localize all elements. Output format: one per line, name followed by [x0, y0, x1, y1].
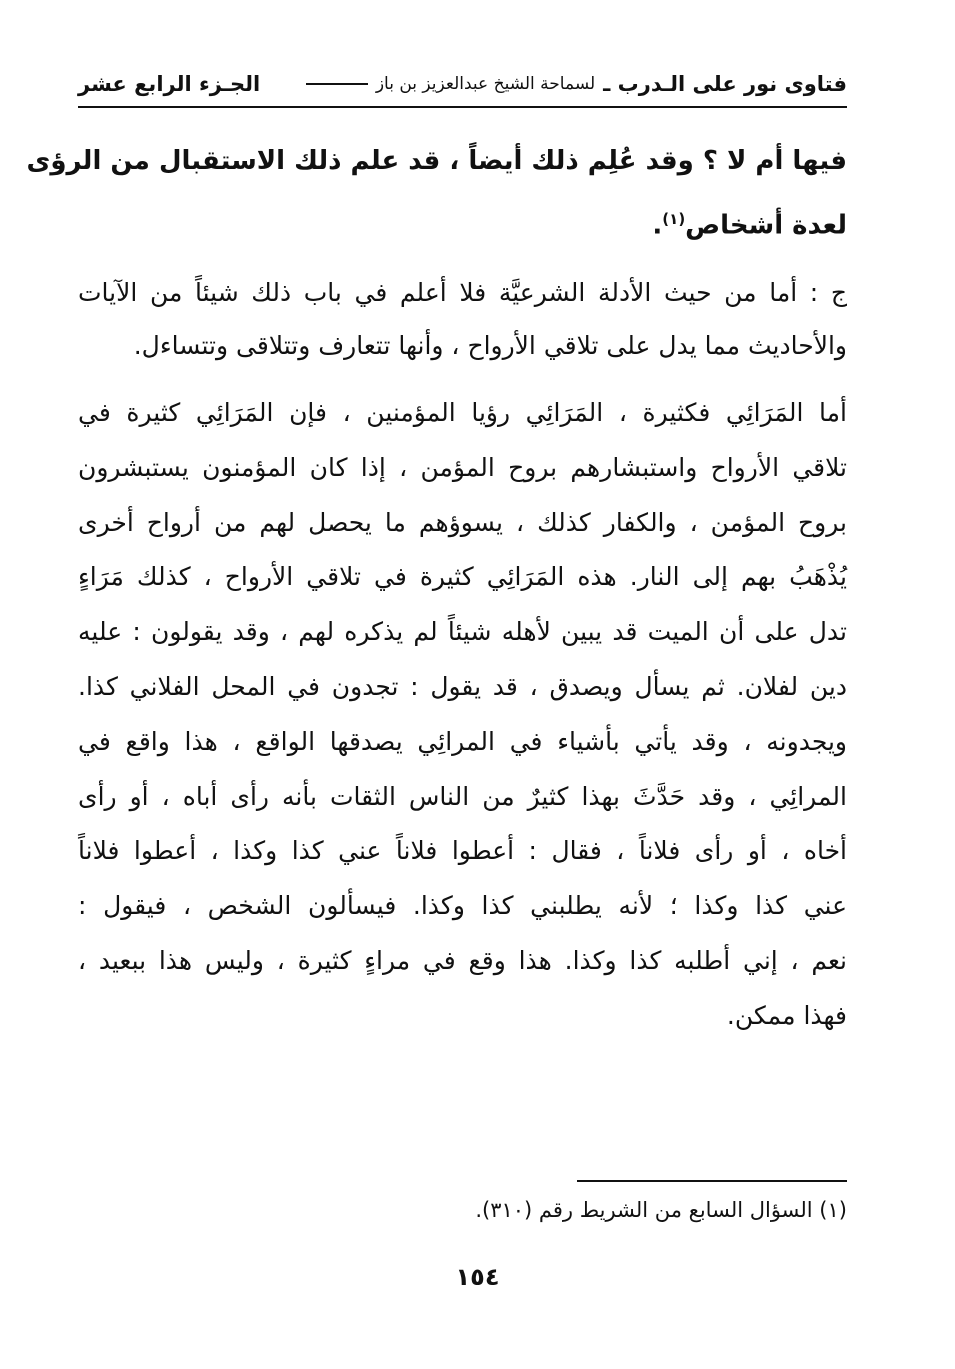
question-line-text: لعدة أشخاص — [685, 210, 847, 241]
question-line: فيها أم لا ؟ وقد عُلِم ذلك أيضاً ، قد علم ذلك الاستقبال من الرؤى — [26, 146, 847, 176]
author-name: لسماحة الشيخ عبدالعزيز بن باز — [375, 74, 596, 94]
footnote-ref: (١) — [662, 210, 686, 228]
body-line: تدل على أن الميت قد يبين لأهله شيئاً لم يذكره لهم ، وقد يقولون : عليه — [78, 617, 847, 647]
body-line: ويجدونه ، وقد يأتي بأشياء في المرائِي يصدقها الواقع ، هذا واقع في — [78, 726, 847, 756]
question-text — [26, 132, 847, 255]
footnote-separator — [577, 1180, 847, 1182]
header-rule — [78, 106, 847, 108]
running-header — [78, 66, 847, 102]
body-line: أخاه ، أو رأى فلاناً ، فقال : أعطوا فلاناً عني كذا وكذا ، أعطوا فلاناً — [78, 836, 847, 866]
page-number: ١٥٤ — [455, 1263, 500, 1291]
header-dash — [306, 83, 368, 85]
book-title: فتاوى نور على الـدرب ـ — [603, 72, 847, 96]
answer-paragraph — [78, 266, 847, 372]
body-line: دين لفلان. ثم يسأل ويصدق ، قد يقول : تجدون في المحل الفلاني كذا. — [78, 671, 847, 701]
answer-line: ج : أما من حيث الأدلة الشرعيَّة فلا أعلم في باب ذلك شيئاً من الآيات — [78, 278, 847, 307]
question-line — [78, 190, 847, 255]
body-line: المرائِي ، وقد حَدَّثَ بهذا كثيرٌ من الناس الثقات بأنه رأى أباه ، أو رأى — [78, 781, 847, 811]
body-line: بروح المؤمن ، والكفار كذلك ، يسوؤهم ما يحصل لهم من أرواح أخرى — [78, 507, 847, 537]
body-line: يُذْهَبُ بهم إلى النار. هذه المَرَائِي كثيرة في تلاقي الأرواح ، كذلك مَرَاءٍ — [78, 562, 847, 592]
body-line: عني كذا وكذا ؛ لأنه يطلبني كذا وكذا. فيسألون الشخص ، فيقول : — [78, 891, 847, 921]
footnote-text: (١) السؤال السابع من الشريط رقم (٣١٠). — [475, 1198, 847, 1222]
body-line: أما المَرَائِي فكثيرة ، المَرَائِي رؤيا المؤمنين ، فإن المَرَائِي كثيرة في — [78, 398, 847, 427]
volume-label: الجـزء الرابع عشر — [78, 72, 261, 96]
answer-line: والأحاديث مما يدل على تلاقي الأرواح ، وأنها تتعارف وتتلاقى وتتساءل. — [133, 331, 847, 360]
body-line: تلاقي الأرواح واستبشارهم بروح المؤمن ، إذا كان المؤمنون يستبشرون — [78, 452, 847, 482]
body-line: فهذا ممكن. — [726, 1000, 847, 1030]
body-paragraph — [78, 386, 847, 1044]
question-end-punct: . — [652, 210, 663, 241]
body-line: نعم ، إني أطلبه كذا وكذا. هذا وقع في مراءٍ كثيرة ، وليس هذا ببعيد ، — [78, 945, 847, 975]
